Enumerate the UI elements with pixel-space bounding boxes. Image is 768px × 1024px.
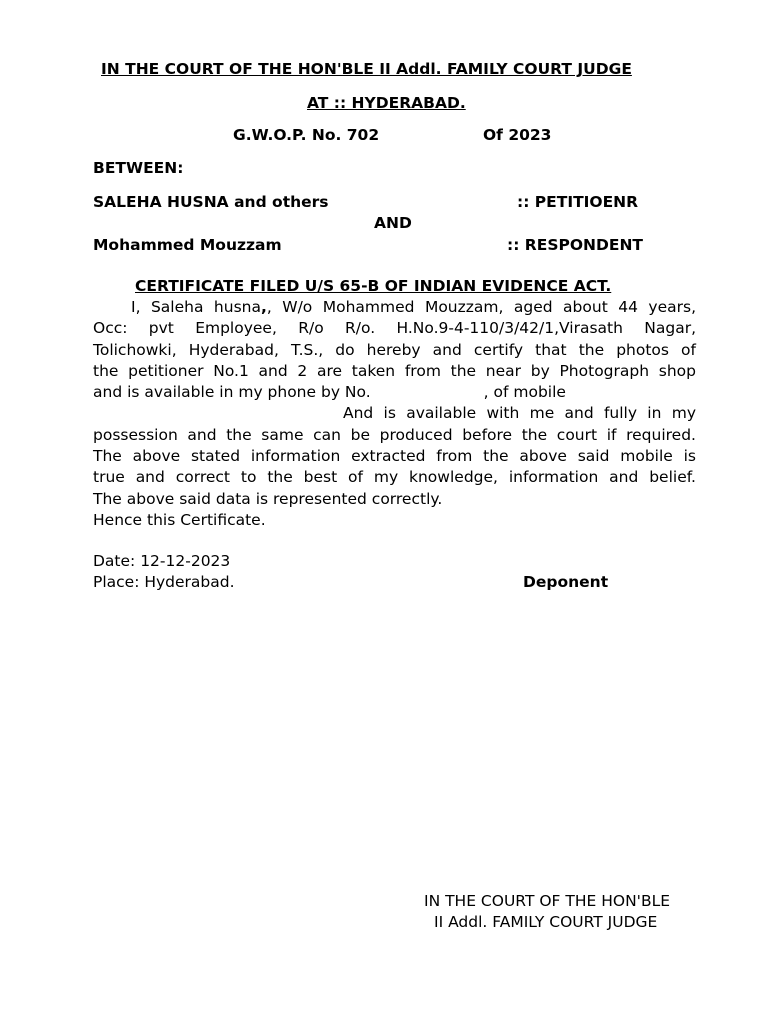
certificate-body — [93, 297, 696, 531]
available-text: And is available with me and fully in my — [343, 404, 696, 423]
body-line-5 — [93, 382, 696, 403]
body-line-8: The above stated information extracted from the above said mobile is — [93, 447, 696, 466]
case-number: G.W.O.P. No. 702 — [233, 126, 380, 144]
court-heading: IN THE COURT OF THE HON'BLE II Addl. FAMILY COURT JUDGE — [101, 60, 632, 78]
body-line-3: Tolichowki, Hyderabad, T.S., do hereby and certify that the photos of — [93, 340, 696, 359]
footer-court-line-2: II Addl. FAMILY COURT JUDGE — [434, 913, 658, 931]
relation-text: , W/o Mohammed Mouzzam, aged about 44 years, — [266, 298, 696, 316]
deponent-label: Deponent — [523, 573, 609, 591]
body-line-1: I, Saleha husna,, W/o Mohammed Mouzzam, aged about 44 years, — [131, 298, 696, 316]
mobile-text: , of mobile — [483, 383, 566, 402]
petitioner-name: SALEHA HUSNA and others — [93, 193, 329, 211]
respondent-role: :: RESPONDENT — [507, 236, 643, 254]
footer-court-line-1: IN THE COURT OF THE HON'BLE — [424, 892, 671, 910]
body-line-7: possession and the same can be produced before the court if required. — [93, 425, 696, 444]
date-line: Date: 12-12-2023 — [93, 552, 231, 570]
body-line-4: the petitioner No.1 and 2 are taken from the near by Photograph shop — [93, 361, 696, 380]
respondent-name: Mohammed Mouzzam — [93, 236, 282, 254]
deponent-name-inline: I, Saleha husna — [131, 298, 261, 316]
body-line-9: true and correct to the best of my knowledge, information and belief. — [93, 468, 696, 487]
body-line-11: Hence this Certificate. — [93, 510, 266, 529]
petitioner-role: :: PETITIOENR — [517, 193, 639, 211]
place-line: Place: Hyderabad. — [93, 573, 235, 591]
body-line-6 — [93, 403, 696, 424]
body-line-2: Occ: pvt Employee, R/o R/o. H.No.9-4-110/3/42/1,Virasath Nagar, — [93, 319, 696, 338]
location-heading: AT :: HYDERABAD. — [307, 94, 466, 112]
body-line-10: The above said data is represented correctly. — [93, 489, 443, 508]
phone-text: and is available in my phone by No. — [93, 383, 371, 402]
certificate-title: CERTIFICATE FILED U/S 65-B OF INDIAN EVIDENCE ACT. — [135, 277, 612, 295]
and-label: AND — [374, 214, 412, 232]
case-year: Of 2023 — [483, 126, 552, 144]
between-label: BETWEEN: — [93, 159, 184, 177]
